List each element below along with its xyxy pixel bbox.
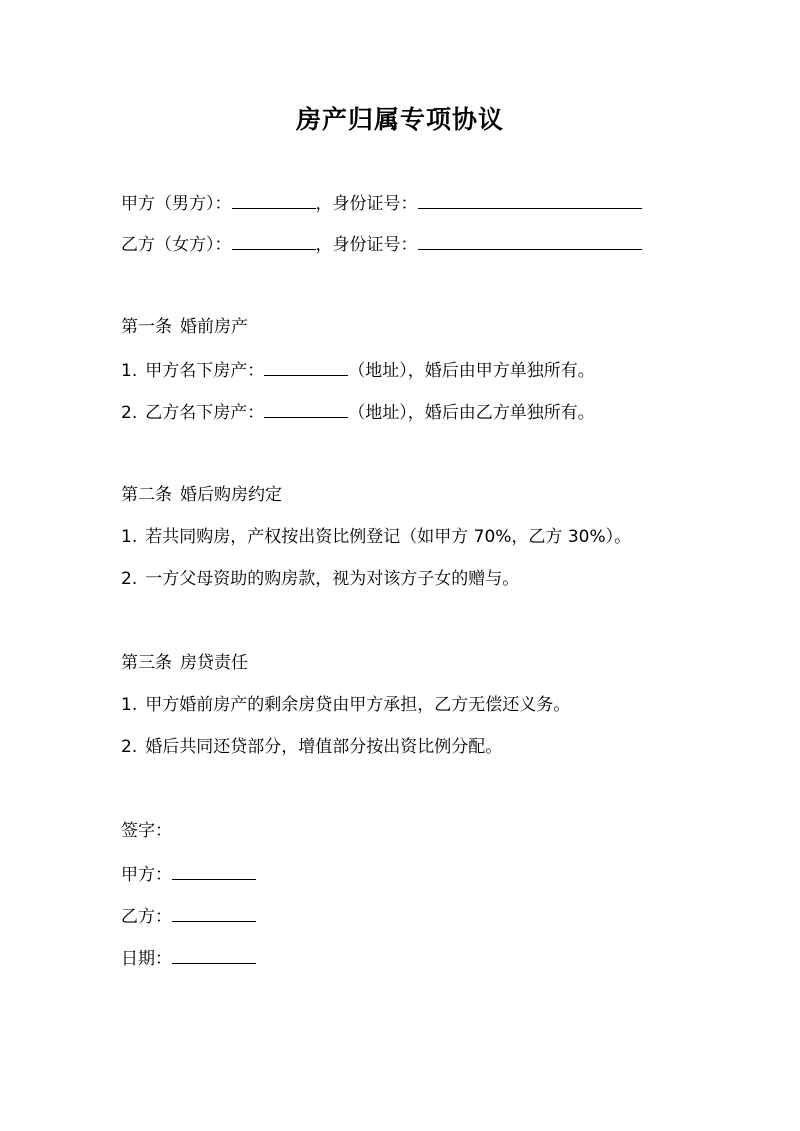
item-number: 1. (121, 361, 138, 381)
property-address-blank-a (264, 357, 348, 376)
signature-party-b-label: 乙方： (121, 907, 172, 927)
article-2-item-1 (121, 525, 631, 549)
item-number: 1. (121, 695, 138, 715)
signature-heading: 签字： (121, 821, 172, 841)
party-b-label: 乙方（女方）： (121, 235, 232, 255)
party-a-line (121, 190, 642, 216)
article-2-item-2 (121, 567, 519, 591)
article-3-item-2 (121, 735, 502, 759)
item-text: 一方父母资助的购房款，视为对该方子女的赠与。 (145, 569, 520, 589)
party-a-label: 甲方（男方）： (121, 194, 232, 214)
party-b-name-blank (232, 231, 316, 250)
signature-party-a (121, 861, 256, 887)
article-3-heading (121, 651, 248, 675)
item-text: 甲方婚前房产的剩余房贷由甲方承担，乙方无偿还义务。 (145, 695, 571, 715)
item-number: 2. (121, 737, 138, 757)
signature-date-label: 日期： (121, 949, 172, 969)
article-1-item-2 (121, 399, 595, 425)
document-title: 房产归属专项协议 (295, 105, 504, 134)
article-2-title: 婚后购房约定 (180, 485, 282, 505)
article-1-title: 婚前房产 (180, 317, 248, 337)
signature-date (121, 945, 256, 971)
signature-party-b (121, 903, 256, 929)
article-2-heading (121, 483, 282, 507)
article-1-item-1 (121, 357, 595, 383)
party-b-id-label: ，身份证号： (315, 235, 418, 255)
item-text: 甲方名下房产： (145, 361, 265, 381)
party-a-id-blank (418, 190, 642, 209)
item-text: 若共同购房，产权按出资比例登记（如甲方 70%，乙方 30%）。 (145, 527, 632, 547)
item-text: （地址），婚后由乙方单独所有。 (348, 403, 595, 423)
signature-party-a-label: 甲方： (121, 865, 172, 885)
article-1-heading (121, 315, 248, 339)
item-number: 2. (121, 569, 138, 589)
signature-party-b-blank (172, 903, 256, 922)
item-number: 2. (121, 403, 138, 423)
item-text: 婚后共同还贷部分，增值部分按出资比例分配。 (145, 737, 503, 757)
party-a-name-blank (232, 190, 316, 209)
item-text: 乙方名下房产： (145, 403, 265, 423)
party-a-id-label: ，身份证号： (315, 194, 418, 214)
party-b-id-blank (418, 231, 642, 250)
article-3-number: 第三条 (121, 653, 172, 673)
party-b-line (121, 231, 642, 257)
article-2-number: 第二条 (121, 485, 172, 505)
article-1-number: 第一条 (121, 317, 172, 337)
item-number: 1. (121, 527, 138, 547)
signature-date-blank (172, 945, 256, 964)
article-3-item-1 (121, 693, 570, 717)
property-address-blank-b (264, 399, 348, 418)
article-3-title: 房贷责任 (180, 653, 248, 673)
signature-party-a-blank (172, 861, 256, 880)
item-text: （地址），婚后由甲方单独所有。 (348, 361, 595, 381)
